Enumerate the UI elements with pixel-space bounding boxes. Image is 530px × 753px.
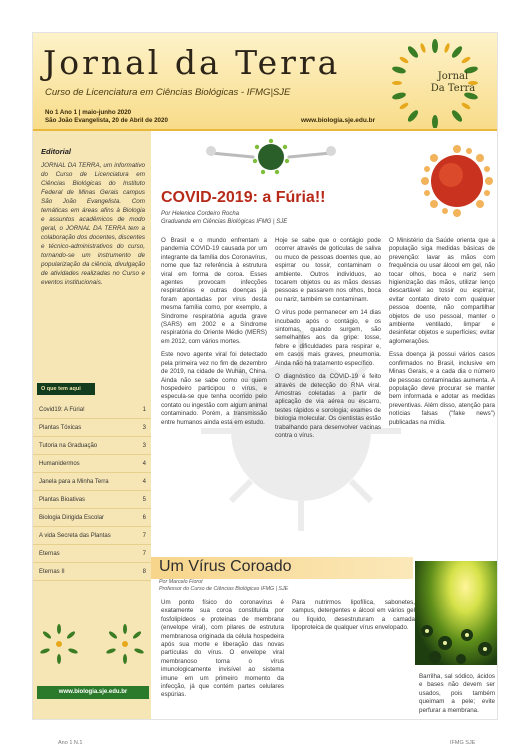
article-body-covid xyxy=(161,237,495,553)
article-side-paragraph: Barrilha, sal sódico, ácidos e bases não devem ser usados, pois também queimam a pele; evite perfurar a membrana. xyxy=(419,673,495,714)
paragraph: Um ponto físico do coronavírus é exatamente sua coroa constituída por fosfolipídeos e proteínas de membrana (envelope viral), com pilares de estrutura membranosa originada da célula hospedeira após sua morte e liberação das novas partículas do vírus. O envelope viral membranoso torna o vírus imunologicamente invisível ao sistema imune em um primeiro momento da infecção, já que contém partes celulares espúrias. xyxy=(161,599,284,699)
logo-text: Jornal Da Terra xyxy=(430,71,476,94)
virus-photo-art xyxy=(415,561,498,665)
article-column xyxy=(389,237,495,553)
paragraph: O vírus pode permanecer em 14 dias incubado após o contágio, e os sintomas, quando surgem, são semelhantes aos da gripe: tosse, febre e dificuldades para respirar e, em casos mais graves, pneumonia. Ainda não há tratamento específico. xyxy=(275,309,381,367)
article-column xyxy=(275,237,381,553)
article-byline-virus xyxy=(159,579,288,592)
masthead xyxy=(33,33,498,131)
footer-issue: Ano 1 N.1 xyxy=(58,740,83,746)
main-content xyxy=(151,131,498,720)
issue-date: São João Evangelista, 20 de Abril de 2020 xyxy=(45,117,168,124)
toc-item[interactable]: Biologia Dirigida Escolar 6 xyxy=(33,509,151,527)
paragraph: Essa doença já possui vários casos confirmados no Brasil, inclusive em Minas Gerais, e a cada dia o número de pessoas contaminadas aumenta. A população deve procurar se manter bem informada e adotar as medidas preventivas. Além disso, atenção para notícias falsas ("fake news") publicadas na mídia. xyxy=(389,351,495,426)
toc-item[interactable]: Eternas II 8 xyxy=(33,563,151,581)
author-role: Graduanda em Ciências Biológicas IFMG | SJE xyxy=(161,218,288,225)
footer-institution: IFMG SJE xyxy=(450,740,476,746)
paragraph: Para nutrirmos lipofílica, sabonetes, xampus, detergentes e álcool em vários gel ou líquido, desestruturam a camada lipoproteica de qualquer vírus envelopado. xyxy=(292,599,415,632)
toc-item[interactable]: Eternas 7 xyxy=(33,545,151,563)
newsletter-title: Jornal da Terra xyxy=(43,43,341,82)
toc-item[interactable]: A vida Secreta das Plantas 7 xyxy=(33,527,151,545)
paragraph: O Ministério da Saúde orienta que a população siga medidas básicas de prevenção: lavar as mãos com frequência ou usar álcool em gel, não tocar olhos, boca e nariz sem higienização das mãos, utilizar lenço descartável ao tossir ou espirrar, evitar contato direto com qualquer pessoa doente, não compartilhar objetos de uso pessoal, manter o ambiente ventilado, limpar e desinfetar objetos e superfícies; evitar aglomerações. xyxy=(389,237,495,345)
author-name: Por Helenice Cordeiro Rocha xyxy=(161,211,240,217)
virus-photo xyxy=(415,561,498,665)
toc-item[interactable]: Humanidermos 4 xyxy=(33,455,151,473)
table-of-contents xyxy=(33,401,151,581)
sidebar xyxy=(33,131,151,720)
partner-logos xyxy=(37,623,149,665)
article-column xyxy=(161,599,284,715)
paragraph: Hoje se sabe que o contágio pode ocorrer através de gotículas de saliva ou muco de pessoas doentes que, ao espirrar ou tossir, contaminam o ambiente. Outros indivíduos, ao tocarem objetos ou as mãos dessas pessoas e passarem nos olhos, boca ou nariz, também se contaminam. xyxy=(275,237,381,303)
toc-heading: O que tem aqui xyxy=(37,383,95,395)
sidebar-url[interactable]: www.biologia.sje.edu.br xyxy=(37,686,149,699)
toc-item[interactable]: Janela para a Minha Terra 4 xyxy=(33,473,151,491)
virus-illustration xyxy=(201,135,341,181)
author-name: Por Marcelo Fiorot xyxy=(159,579,203,585)
page-footer xyxy=(0,740,530,753)
paragraph: O Brasil e o mundo enfrentam a pandemia COVID-19 causada por um integrante da família dos Coronavírus, nome que faz referência à estrutura viral em forma de coroa. Esses agentes provocam infecções respiratórias e outras doenças já foram apontadas por vírus desta mesma família como, por exemplo, a Síndrome respiratória aguda grave (SARS) em 2002 e a Síndrome respiratória do Oriente Médio (MERS) em 2012, com vários mortes. xyxy=(161,237,267,345)
newsletter-subtitle: Curso de Licenciatura em Ciências Biológicas - IFMG|SJE xyxy=(45,87,291,98)
article-column xyxy=(292,599,415,715)
article-column xyxy=(161,237,267,553)
newsletter-page xyxy=(32,32,498,720)
masthead-url[interactable]: www.biologia.sje.edu.br xyxy=(301,117,376,124)
article-title-covid: COVID-2019: a Fúria!! xyxy=(161,189,326,206)
author-role: Professor do Curso de Ciências Biológicas IFMG | SJE xyxy=(159,585,289,592)
paragraph: O diagnóstico da COVID-19 é feito através de detecção do RNA viral. Amostras coletadas a partir de aplicação de via aérea ou escarro, testes rápidos e sorologia; exames de biologia molecular. Os cientistas estão trabalhando para desenvolver vacinas contra o vírus. xyxy=(275,373,381,439)
issue-info xyxy=(45,109,168,125)
issue-number: No 1 Ano 1 | maio-junho 2020 xyxy=(45,109,132,116)
toc-item[interactable]: Plantas Bioativas 5 xyxy=(33,491,151,509)
toc-item[interactable]: Plantas Tóxicas 3 xyxy=(33,419,151,437)
paragraph: Este novo agente viral foi detectado pela primeira vez no fim de dezembro de 2019, na cidade de Wuhan, China. Ainda não se sabe como ou quem hospedeiro participou o vírus, e especula-se que tenha ocorrido pelo contato ou ingestão com algum animal contaminado. Porém, a transmissão entre humanos ainda está em estudo. xyxy=(161,351,267,426)
toc-item[interactable]: Tutoria na Graduação 3 xyxy=(33,437,151,455)
article-body-virus xyxy=(161,599,415,715)
editorial-text: JORNAL DA TERRA, um informativo do Curso de Licenciatura em Ciências Biológicas do Instituto Federal de Minas Gerais campus São João Evangelista. Com temáticas em áreas afins à Biologia e assuntos acadêmicos de modo geral, o JORNAL DA TERRA tem a colaboração dos docentes, discentes e técnico-administrativos do curso, tornando-se um instrumento de popularização da ciência, divulgação de atividades realizadas no Curso e eventos institucionais. xyxy=(41,162,145,286)
article-byline-covid xyxy=(161,211,287,226)
editorial-heading: Editorial xyxy=(41,147,72,156)
article-title-virus: Um Vírus Coroado xyxy=(159,558,292,575)
coronavirus-image xyxy=(417,141,497,221)
toc-item[interactable]: Covid19: A Fúria! 1 xyxy=(33,401,151,419)
